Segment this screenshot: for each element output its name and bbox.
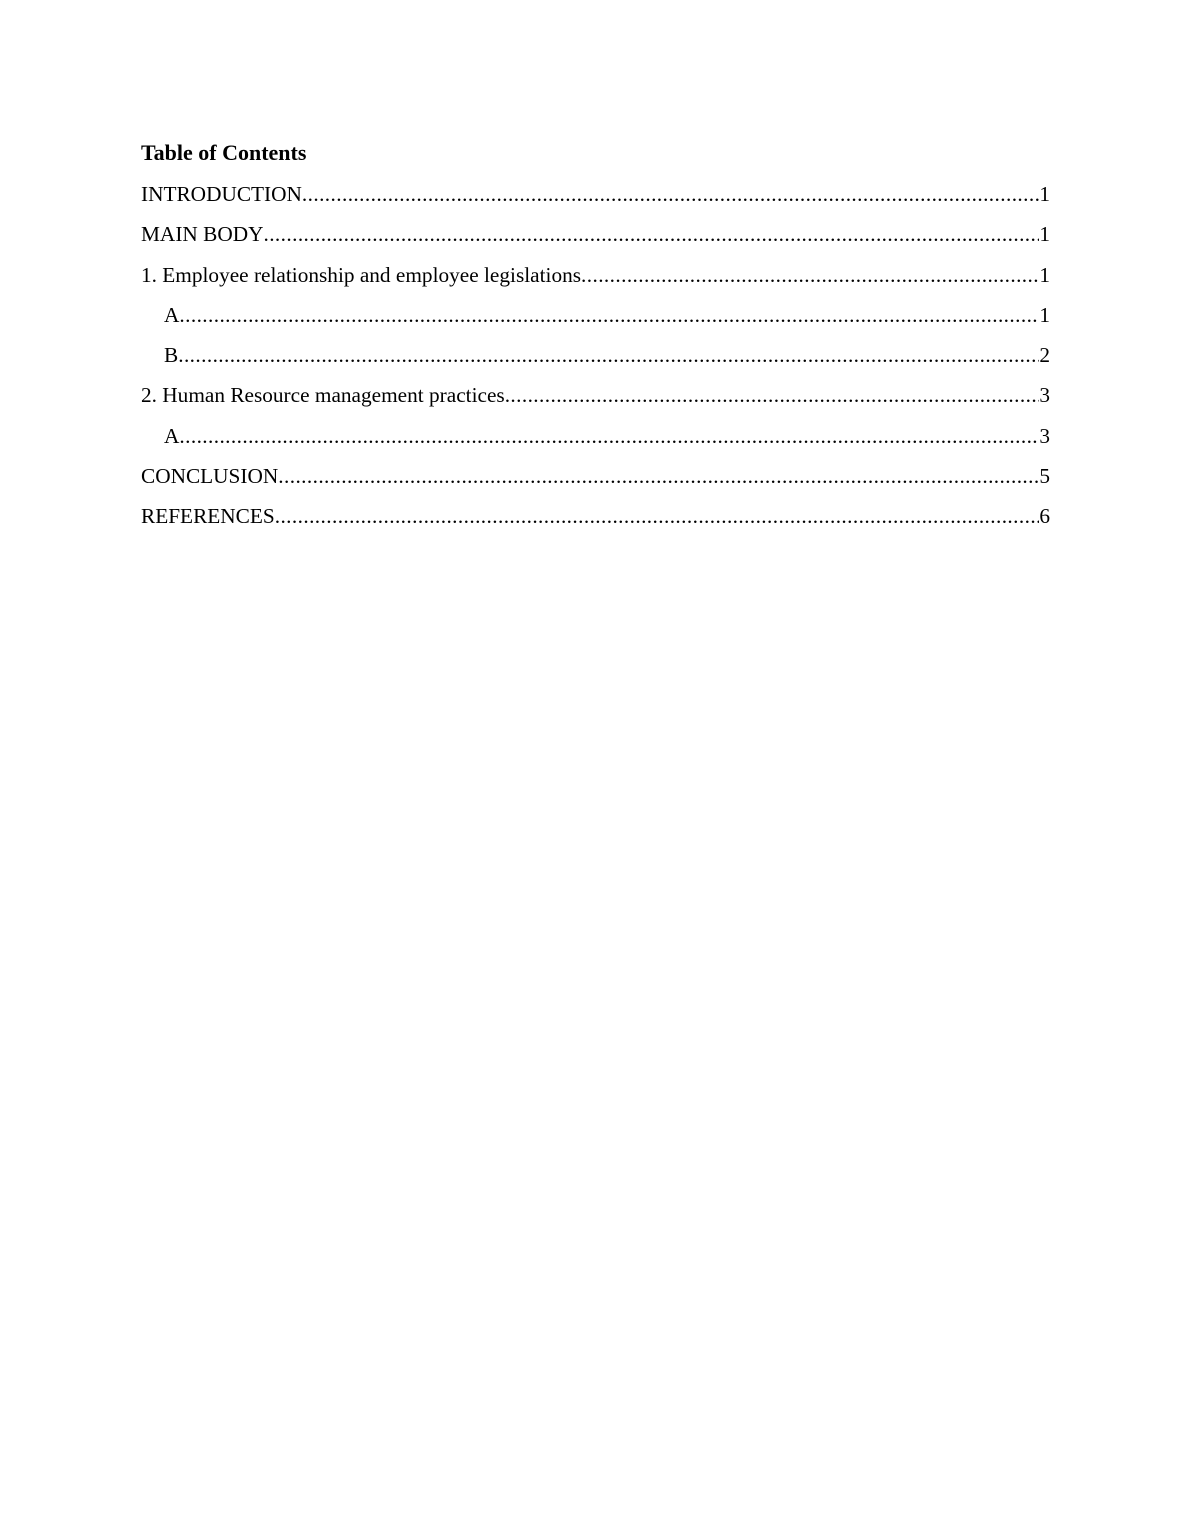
toc-dot-leader: [302, 179, 1039, 209]
toc-dot-leader: [505, 380, 1040, 410]
toc-entry-section-1a[interactable]: [141, 300, 1050, 340]
toc-dot-leader: [278, 461, 1039, 491]
toc-entry-text: 1. Employee relationship and employee legislations: [141, 262, 582, 287]
toc-entry-text: MAIN BODY: [141, 222, 264, 247]
table-of-contents: [141, 138, 1050, 542]
toc-entry-text: B: [164, 343, 179, 368]
toc-entry-introduction[interactable]: [141, 179, 1050, 219]
toc-title: Table of Contents: [141, 140, 307, 165]
toc-entry-text: INTRODUCTION: [141, 182, 302, 206]
toc-dot-leader: [178, 340, 1039, 370]
toc-entry-text: REFERENCES: [141, 504, 275, 529]
toc-page-number: 1: [1039, 182, 1050, 206]
toc-entry-text: CONCLUSION: [141, 464, 279, 489]
toc-page-number: 3: [1039, 383, 1050, 408]
toc-entry-hr-practices[interactable]: [141, 380, 1050, 420]
toc-page-number: 1: [1039, 262, 1050, 287]
toc-dot-leader: [581, 260, 1039, 290]
toc-page-number: 1: [1039, 302, 1050, 327]
toc-entry-text: 2. Human Resource management practices: [141, 383, 505, 408]
toc-entry-text: A: [164, 302, 180, 327]
toc-dot-leader: [263, 219, 1039, 249]
toc-page-number: 3: [1039, 423, 1050, 448]
toc-dot-leader: [179, 421, 1039, 451]
toc-page-number: 1: [1039, 222, 1050, 247]
toc-page-number: 5: [1039, 464, 1050, 489]
toc-page-number: 2: [1039, 343, 1050, 368]
toc-entry-section-2a[interactable]: [141, 421, 1050, 461]
toc-dot-leader: [179, 300, 1039, 330]
toc-entry-text: A: [164, 423, 180, 448]
toc-dot-leader: [275, 501, 1040, 531]
toc-entry-employee-relationship[interactable]: [141, 260, 1050, 300]
toc-entry-references[interactable]: [141, 501, 1050, 541]
toc-page-number: 6: [1039, 504, 1050, 529]
toc-entry-main-body[interactable]: [141, 219, 1050, 259]
toc-entry-section-1b[interactable]: [141, 340, 1050, 380]
toc-entry-conclusion[interactable]: [141, 461, 1050, 501]
toc-list: [141, 179, 1050, 542]
